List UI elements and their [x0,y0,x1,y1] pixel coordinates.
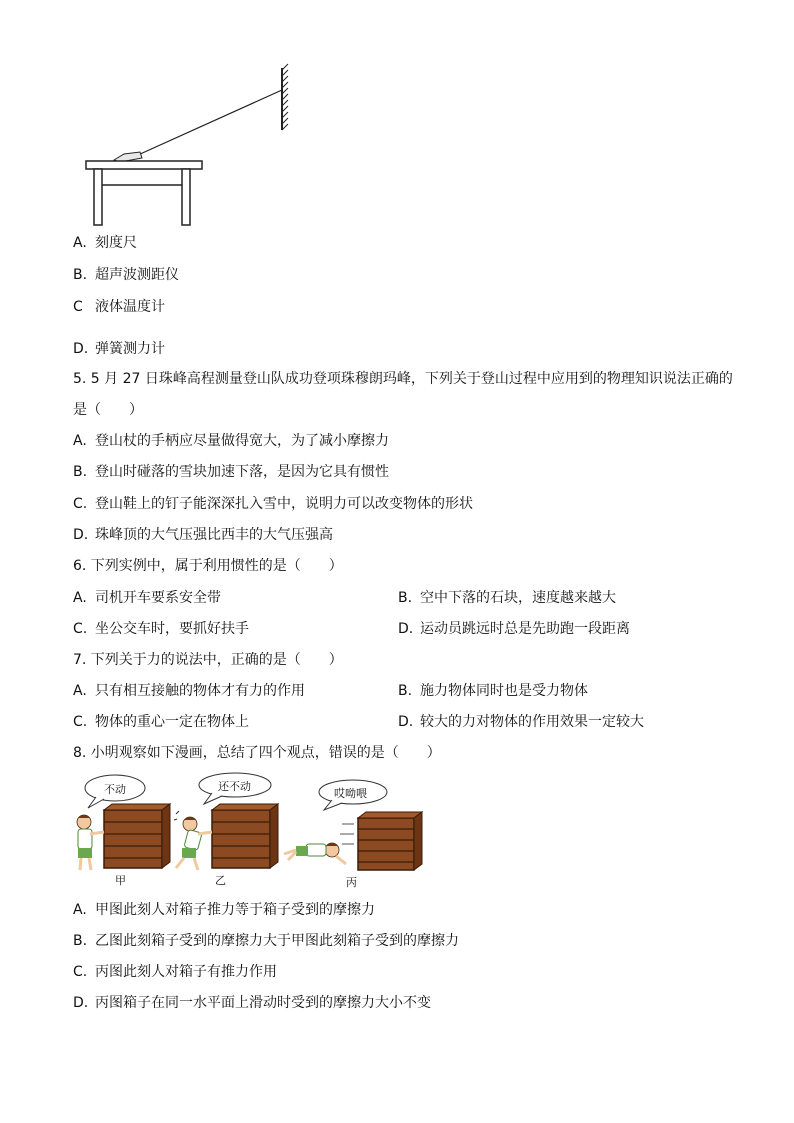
q7-option-b: B. 施力物体同时也是受力物体 [398,683,588,699]
q6-option-d: D. 运动员跳远时总是先助跑一段距离 [398,621,630,637]
comic-figure [70,772,430,890]
q4-option-c: C 液体温度计 [73,299,165,315]
q7-stem: 7. 下列关于力的说法中，正确的是（ ） [73,652,343,668]
q8-option-d: D. 丙图箱子在同一水平面上滑动时受到的摩擦力大小不变 [73,995,431,1011]
q8-stem: 8. 小明观察如下漫画，总结了四个观点，错误的是（ ） [73,745,441,761]
q8-option-c: C. 丙图此刻人对箱子有推力作用 [73,964,277,980]
q7-option-a: A. 只有相互接触的物体才有力的作用 [73,683,305,699]
q5-option-c: C. 登山鞋上的钉子能深深扎入雪中，说明力可以改变物体的形状 [73,496,473,512]
q5-option-d: D. 珠峰顶的大气压强比西丰的大气压强高 [73,527,333,543]
caption-yi: 乙 [215,874,226,887]
crate-jia [104,804,170,868]
q7-option-c: C. 物体的重心一定在物体上 [73,714,249,730]
q5-option-a: A. 登山杖的手柄应尽量做得宽大，为了减小摩擦力 [73,433,389,449]
q4-option-d: D. 弹簧测力计 [73,341,165,357]
q4-option-b: B. 超声波测距仪 [73,267,179,283]
table-wall-figure [80,62,300,230]
q5-stem-line1: 5. 5 月 27 日珠峰高程测量登山队成功登项珠穆朗玛峰，下列关于登山过程中应用到的物理知识说法正确的 [73,371,733,387]
boy-bing [284,843,346,864]
bubble-jia-text: 不动 [104,783,126,796]
q5-stem-line2: 是（ ） [73,402,143,418]
boy-yi [174,811,212,870]
q6-option-b: B. 空中下落的石块，速度越来越大 [398,590,616,606]
crate-yi [212,804,278,868]
q8-option-a: A. 甲图此刻人对箱子推力等于箱子受到的摩擦力 [73,902,375,918]
caption-bing: 丙 [346,876,357,889]
q7-option-d: D. 较大的力对物体的作用效果一定较大 [398,714,644,730]
q6-option-c: C. 坐公交车时，要抓好扶手 [73,621,249,637]
q6-stem: 6. 下列实例中，属于利用惯性的是（ ） [73,558,343,574]
bubble-bing-text: 哎呦喂 [334,787,367,800]
q5-option-b: B. 登山时碰落的雪块加速下落，是因为它具有惯性 [73,464,389,480]
crate-bing [340,812,422,870]
boy-jia [77,815,104,870]
caption-jia: 甲 [115,874,126,887]
q4-option-a: A. 刻度尺 [73,235,137,251]
q8-option-b: B. 乙图此刻箱子受到的摩擦力大于甲图此刻箱子受到的摩擦力 [73,933,459,949]
q6-option-a: A. 司机开车要系安全带 [73,590,221,606]
bubble-yi-text: 还不动 [218,780,251,793]
